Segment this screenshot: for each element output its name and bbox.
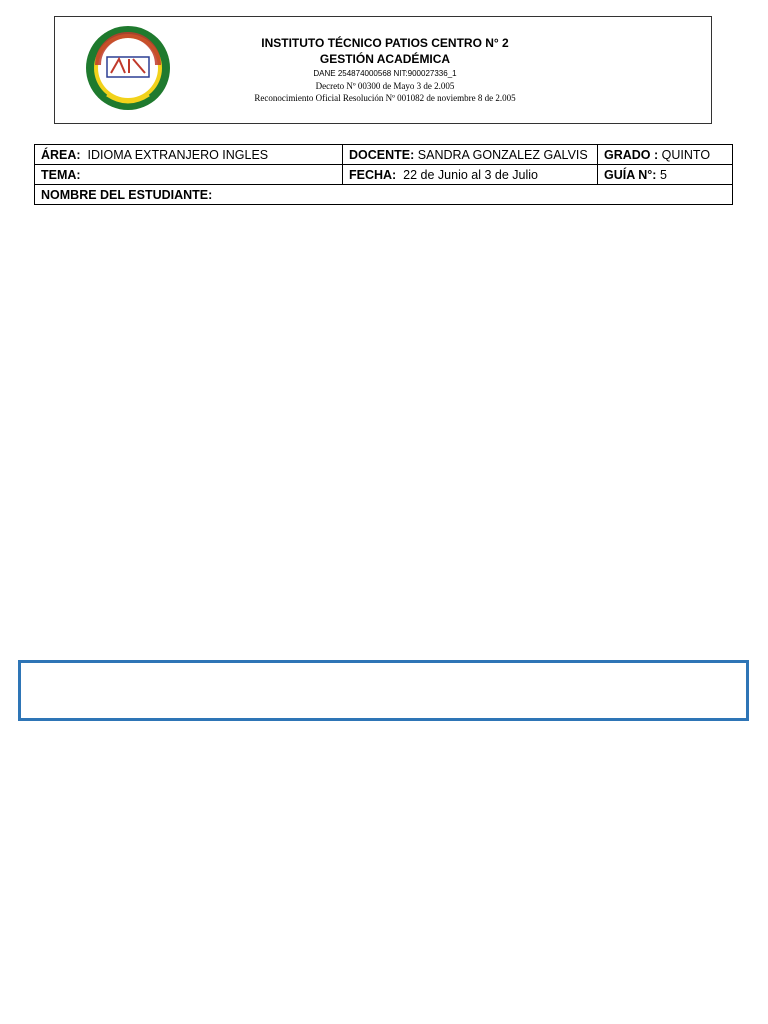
guia-value: 5: [659, 167, 667, 182]
nombre-cell[interactable]: [35, 185, 733, 205]
tema-cell[interactable]: [35, 165, 343, 185]
fecha-value: 22 de Junio al 3 de Julio: [403, 167, 538, 182]
info-row-1: [35, 145, 733, 165]
fecha-label: FECHA:: [349, 167, 397, 182]
dane-nit: DANE 254874000568 NIT:900027336_1: [313, 69, 457, 78]
department-name: GESTIÓN ACADÉMICA: [319, 52, 451, 66]
header-text-block: [205, 35, 565, 104]
document-header: [54, 16, 712, 124]
docente-cell: [343, 145, 598, 165]
area-label: ÁREA:: [41, 147, 81, 162]
reconocimiento: Reconocimiento Oficial Resolución Nº 001082 de noviembre 8 de 2.005: [254, 93, 516, 103]
guia-cell: [598, 165, 733, 185]
fecha-cell: [343, 165, 598, 185]
guia-label: GUÍA N°:: [604, 167, 657, 182]
grado-cell: [598, 145, 733, 165]
area-cell: [35, 145, 343, 165]
school-seal-icon: [85, 25, 171, 111]
institution-name: INSTITUTO TÉCNICO PATIOS CENTRO N° 2: [261, 36, 509, 50]
area-value: IDIOMA EXTRANJERO INGLES: [87, 147, 269, 162]
docente-value: SANDRA GONZALEZ GALVIS: [417, 147, 588, 162]
grado-value: QUINTO: [661, 147, 711, 162]
docente-label: DOCENTE:: [349, 147, 415, 162]
grado-label: GRADO :: [604, 147, 659, 162]
info-row-2: [35, 165, 733, 185]
info-table: [34, 144, 733, 205]
info-row-3: [35, 185, 733, 205]
decreto: Decreto Nº 00300 de Mayo 3 de 2.005: [315, 81, 455, 91]
tema-label: TEMA:: [41, 167, 81, 182]
nombre-label: NOMBRE DEL ESTUDIANTE:: [41, 187, 213, 202]
blue-text-box: [18, 660, 749, 721]
